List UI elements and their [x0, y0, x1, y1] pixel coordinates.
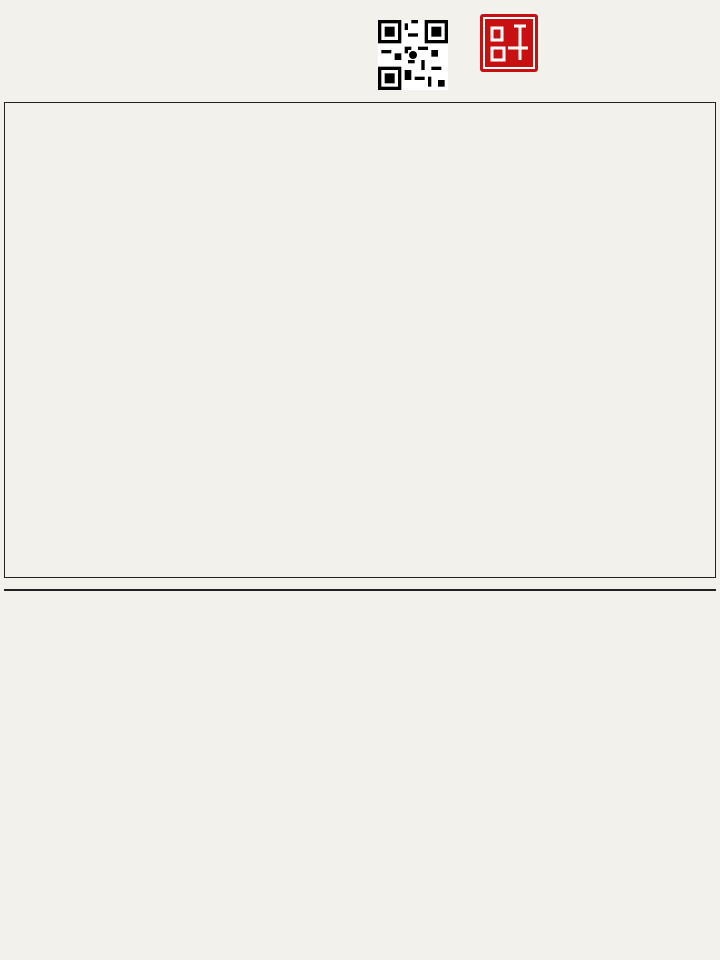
qr-code-icon [378, 20, 448, 90]
yearly-table [4, 589, 716, 591]
chart-grid [4, 102, 716, 578]
brand-seal-icon [478, 12, 540, 74]
